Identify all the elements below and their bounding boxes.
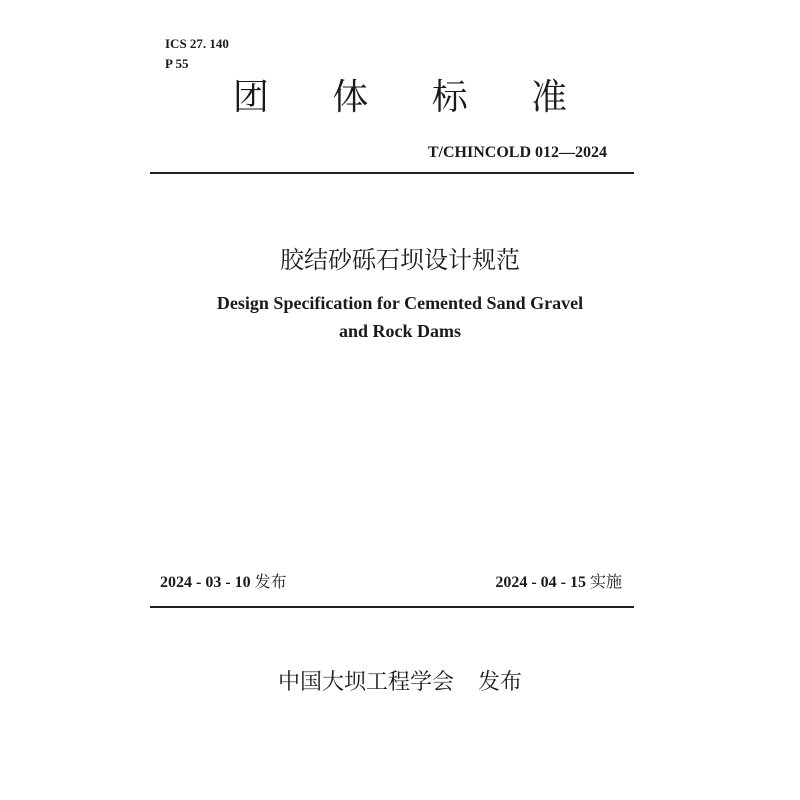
implementation-label: 实施 [589,572,622,591]
implementation-date-row [495,574,622,591]
issue-date: 2024 - 03 - 10 [160,574,251,591]
implementation-date: 2024 - 04 - 15 [495,574,586,591]
top-divider [150,172,634,174]
title-english-line-1: Design Specification for Cemented Sand Gravel [216,293,584,313]
title-english [0,289,800,345]
ics-code: ICS 27. 140 [165,36,229,51]
issue-label: 发布 [254,572,287,591]
title-english-line-2: and Rock Dams [338,321,462,341]
bottom-divider [150,606,634,608]
ccs-code: P 55 [165,56,189,71]
document-type-heading: 团 体 标 准 [232,77,594,118]
issue-date-row [160,574,287,591]
title-chinese: 胶结砂砾石坝设计规范 [280,246,520,274]
publisher-line [0,670,800,696]
publisher-label: 发布 [478,670,523,695]
standard-number: T/CHINCOLD 012—2024 [427,144,607,161]
publisher-name: 中国大坝工程学会 [277,670,454,695]
